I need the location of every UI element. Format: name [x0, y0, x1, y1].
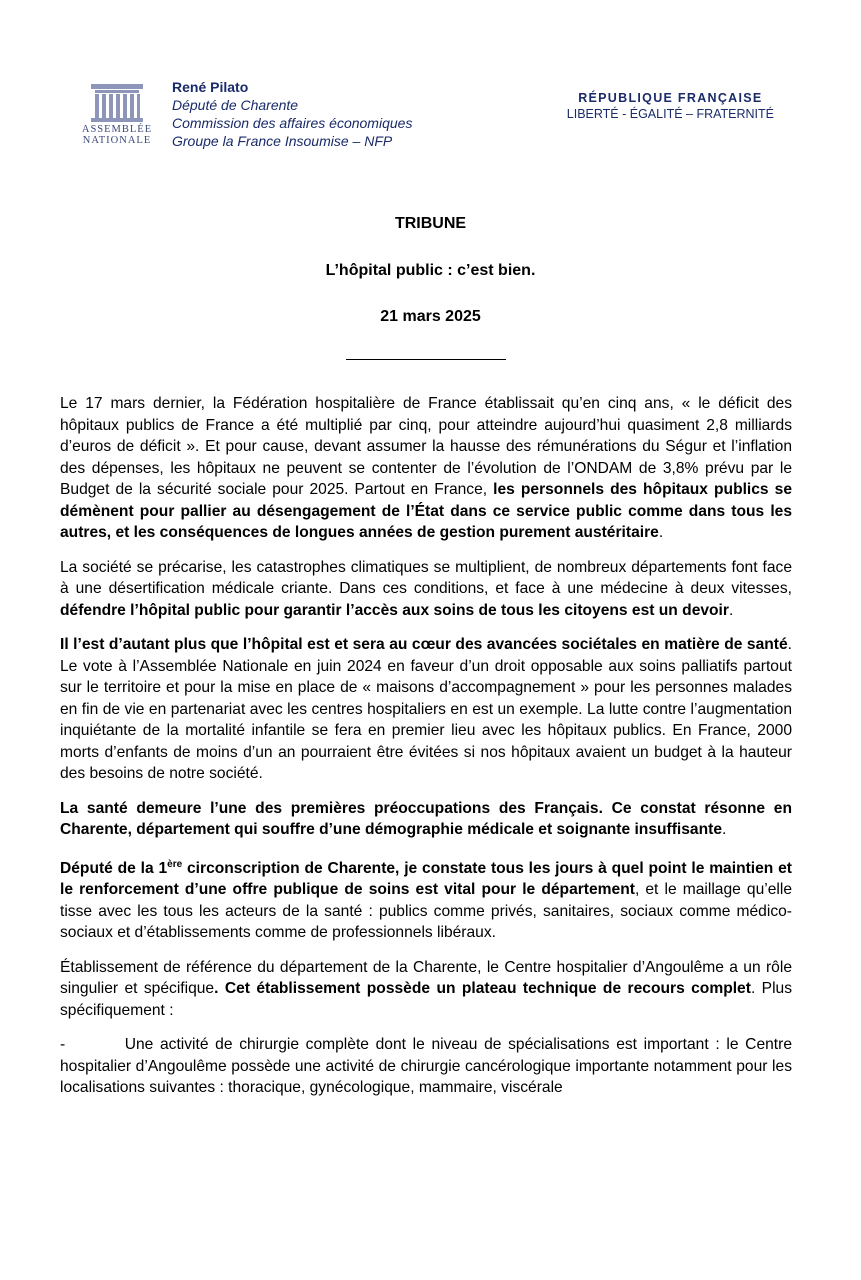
document-date: 21 mars 2025	[380, 308, 481, 325]
assemblee-building-icon	[87, 80, 147, 124]
logo-text-line1: ASSEMBLÉE	[81, 124, 153, 135]
paragraph-6	[60, 957, 792, 1022]
list-bullet: -	[60, 1036, 66, 1054]
assemblee-nationale-logo	[72, 80, 162, 152]
paragraph-3-bold: Il l’est d’autant plus que l’hôpital est et sera au cœur des avancées sociétales en matière de santé	[60, 636, 788, 653]
paragraph-5-bold-start: Député de la 1	[60, 859, 168, 877]
republic-block	[567, 90, 774, 122]
paragraph-5-bold-end: circonscription de Charente, je constate tous les jours à quel point le maintien et le renforcement d’une offre publique de soins est vital pour le département	[60, 859, 792, 899]
paragraph-2-text: La société se précarise, les catastrophes climatiques se multiplient, de nombreux départements font face à une désertification médicale criante. Dans ces conditions, et face à une médecine à deux vitesses,	[60, 558, 792, 597]
document-header	[72, 78, 792, 158]
document-headline: L’hôpital public : c’est bien.	[325, 262, 536, 279]
logo-text-line2: NATIONALE	[82, 135, 152, 146]
author-commission: Commission des affaires économiques	[172, 115, 413, 131]
paragraph-2-bold: défendre l’hôpital public pour garantir l’accès aux soins de tous les citoyens est un devoir	[60, 601, 729, 619]
list-item-text: Une activité de chirurgie complète dont le niveau de spécialisations est important : le Centre hospitalier d’Angoulême possède une activité de chirurgie cancérologique importante notamment pour les localisations suivantes : thoracique, gynécologique, mammaire, viscérale	[60, 1036, 792, 1097]
republic-title: RÉPUBLIQUE FRANÇAISE	[578, 91, 763, 105]
paragraph-6-text: Établissement de référence du département de la Charente, le Centre hospitalier d’Angoulême a un rôle singulier et spécifique	[60, 958, 792, 998]
list-item	[60, 1034, 792, 1099]
title-divider	[346, 359, 506, 360]
document-body	[60, 393, 792, 1099]
paragraph-1	[60, 393, 792, 544]
paragraph-1-bold: les personnels des hôpitaux publics se démènent pour pallier au désengagement de l’État dans ce service public comme dans tous les autres, et les conséquences de longues années de gestion purement austéritaire	[60, 481, 792, 541]
author-group: Groupe la France Insoumise – NFP	[172, 133, 393, 149]
paragraph-4-bold: La santé demeure l’une des premières préoccupations des Français. Ce constat résonne en Charente, département qui souffre d’une démographie médicale et soignante insuffisante	[60, 799, 792, 838]
paragraph-1-text: Le 17 mars dernier, la Fédération hospitalière de France établissait qu’en cinq ans, « le déficit des hôpitaux publics de France a été multiplié par cinq, pour atteindre aujourd’hui quasiment 2,8 milliards d’euros de déficit ». Et pour cause, devant assumer la hausse des rémunérations du Ségur et l’inflation des dépenses, les hôpitaux ne peuvent se contenter de l’évolution de l’ONDAM de 3,8% prévu par le Budget de la sécurité sociale pour 2025. Partout en France,	[60, 395, 792, 498]
author-role: Député de Charente	[172, 97, 299, 113]
paragraph-2	[60, 557, 792, 622]
author-block	[172, 78, 412, 150]
paragraph-5-superscript: ère	[167, 858, 183, 870]
paragraph-4	[60, 798, 792, 841]
paragraph-3-text: . Le vote à l’Assemblée Nationale en juin 2024 en faveur d’un droit opposable aux soins palliatifs partout sur le territoire et pour la mise en place de « maisons d’accompagnement » pour les personnes malades en fin de vie en partenariat avec les centres hospitaliers en est un exemple. La lutte contre l’augmentation inquiétante de la mortalité infantile se fera en premier lieu avec les hôpitaux publics. En France, 2000 morts d’enfants de moins d’un an pourraient être évitées si nos hôpitaux avaient un budget à la hauteur des besoins de notre société.	[60, 636, 792, 782]
paragraph-4-end: .	[722, 821, 727, 838]
paragraph-5	[60, 854, 792, 944]
paragraph-2-end: .	[728, 601, 734, 619]
document-kind: TRIBUNE	[394, 215, 467, 232]
paragraph-6-end: . Plus spécifiquement :	[60, 980, 793, 1019]
paragraph-5-text: , et le maillage qu’elle tisse avec les tous les acteurs de la santé : publics comme privés, sanitaires, sociaux comme médico-sociaux et d’établissements comme de professionnels libéraux.	[60, 881, 792, 942]
paragraph-6-bold: . Cet établissement possède un plateau technique de recours complet	[214, 980, 751, 998]
author-name: René Pilato	[172, 79, 249, 95]
paragraph-1-end: .	[658, 524, 664, 541]
paragraph-3	[60, 634, 792, 785]
republic-motto: LIBERTÉ - ÉGALITÉ – FRATERNITÉ	[566, 107, 774, 121]
